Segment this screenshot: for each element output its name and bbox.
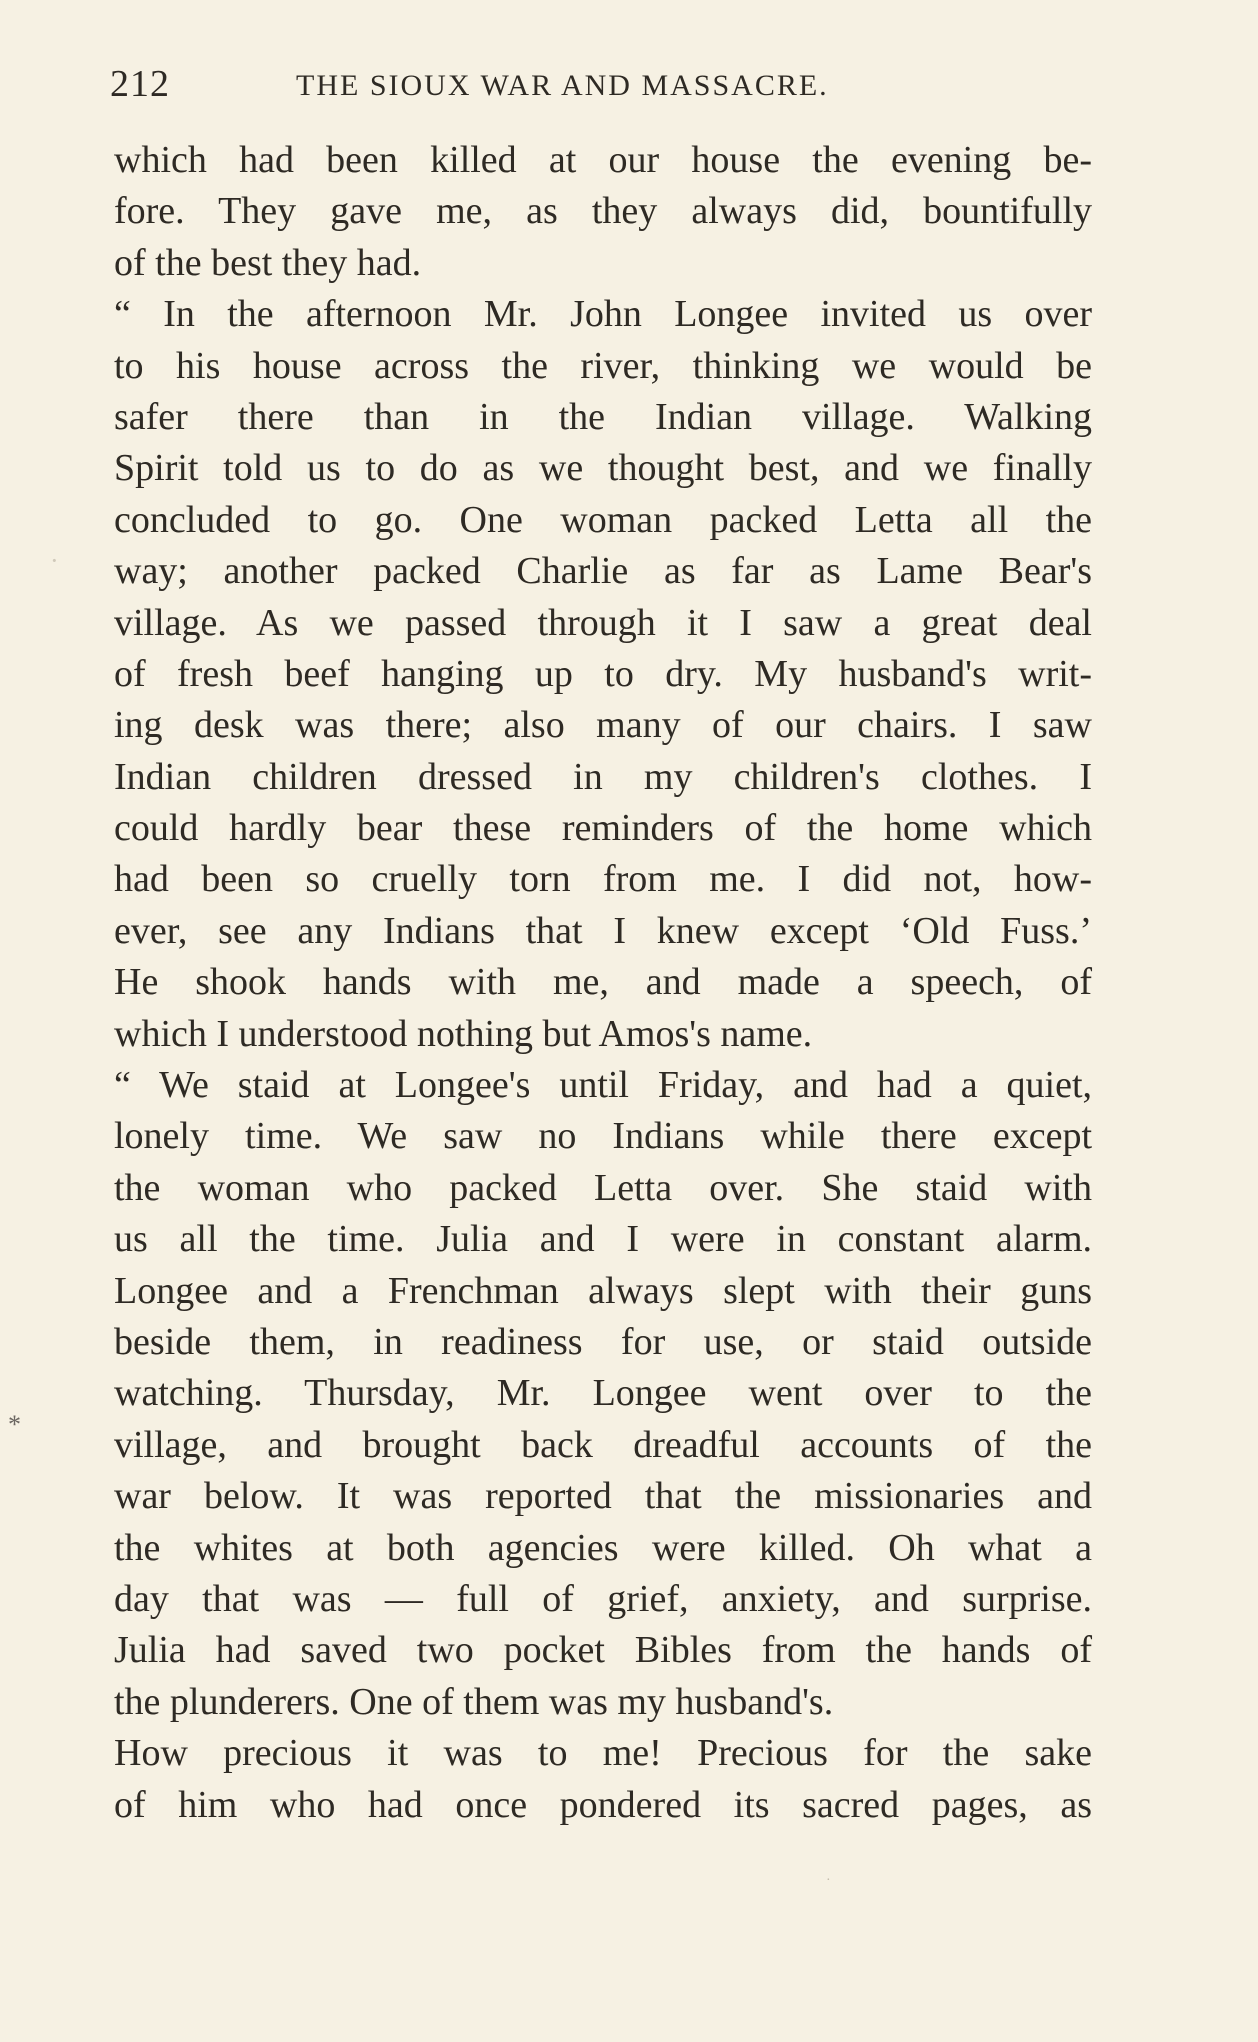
text-line: which I understood nothing but Amos's name. <box>114 1012 813 1055</box>
text-line: village, and brought back dreadful accounts of the <box>114 1423 1092 1466</box>
text-line: had been so cruelly torn from me. I did not, how- <box>114 858 1092 901</box>
paper-speck: · <box>826 1873 831 1888</box>
text-line: way; another packed Charlie as far as Lame Bear's <box>114 550 1092 593</box>
paper-speck: · <box>50 546 59 575</box>
text-line: war below. It was reported that the missionaries and <box>114 1475 1092 1518</box>
text-line: Longee and a Frenchman always slept with their guns <box>114 1269 1092 1312</box>
text-line: the whites at both agencies were killed. Oh what a <box>114 1526 1092 1569</box>
text-line: of the best they had. <box>114 241 422 284</box>
text-line: concluded to go. One woman packed Letta all the <box>114 498 1092 541</box>
text-line: Indian children dressed in my children's clothes. I <box>114 755 1092 798</box>
text-line: lonely time. We saw no Indians while there except <box>114 1115 1092 1158</box>
text-line: which had been killed at our house the evening be- <box>114 139 1092 181</box>
body-text <box>114 135 1092 1831</box>
running-title: THE SIOUX WAR AND MASSACRE. <box>296 69 829 102</box>
text-line: could hardly bear these reminders of the home which <box>114 807 1092 850</box>
text-line: day that was — full of grief, anxiety, and surprise. <box>114 1577 1092 1620</box>
text-line: us all the time. Julia and I were in constant alarm. <box>114 1218 1092 1261</box>
text-line: of fresh beef hanging up to dry. My husband's writ- <box>114 652 1092 695</box>
text-line: Julia had saved two pocket Bibles from the hands of <box>114 1629 1092 1672</box>
text-line: watching. Thursday, Mr. Longee went over to the <box>114 1372 1092 1415</box>
text-line: to his house across the river, thinking we would be <box>114 344 1092 387</box>
text-line: of him who had once pondered its sacred pages, as <box>114 1783 1092 1826</box>
text-line: How precious it was to me! Precious for the sake <box>114 1732 1092 1775</box>
page-number: 212 <box>110 63 170 105</box>
text-line: He shook hands with me, and made a speech, of <box>114 961 1092 1004</box>
text-line: Spirit told us to do as we thought best, and we finally <box>114 447 1092 490</box>
page-header <box>110 58 1090 110</box>
text-line: ever, see any Indians that I knew except ‘Old Fuss.’ <box>114 909 1092 952</box>
text-line: fore. They gave me, as they always did, bountifully <box>114 190 1092 233</box>
text-line: the woman who packed Letta over. She staid with <box>114 1166 1092 1209</box>
text-line: the plunderers. One of them was my husband's. <box>114 1680 834 1723</box>
text-line: village. As we passed through it I saw a great deal <box>114 601 1092 644</box>
paper-speck: * <box>8 1410 21 1439</box>
text-line: safer there than in the Indian village. Walking <box>114 395 1092 438</box>
text-line: “ We staid at Longee's until Friday, and had a quiet, <box>114 1064 1092 1107</box>
text-line: beside them, in readiness for use, or staid outside <box>114 1320 1092 1363</box>
text-line: “ In the afternoon Mr. John Longee invited us over <box>114 293 1092 336</box>
text-line: ing desk was there; also many of our chairs. I saw <box>114 704 1092 747</box>
